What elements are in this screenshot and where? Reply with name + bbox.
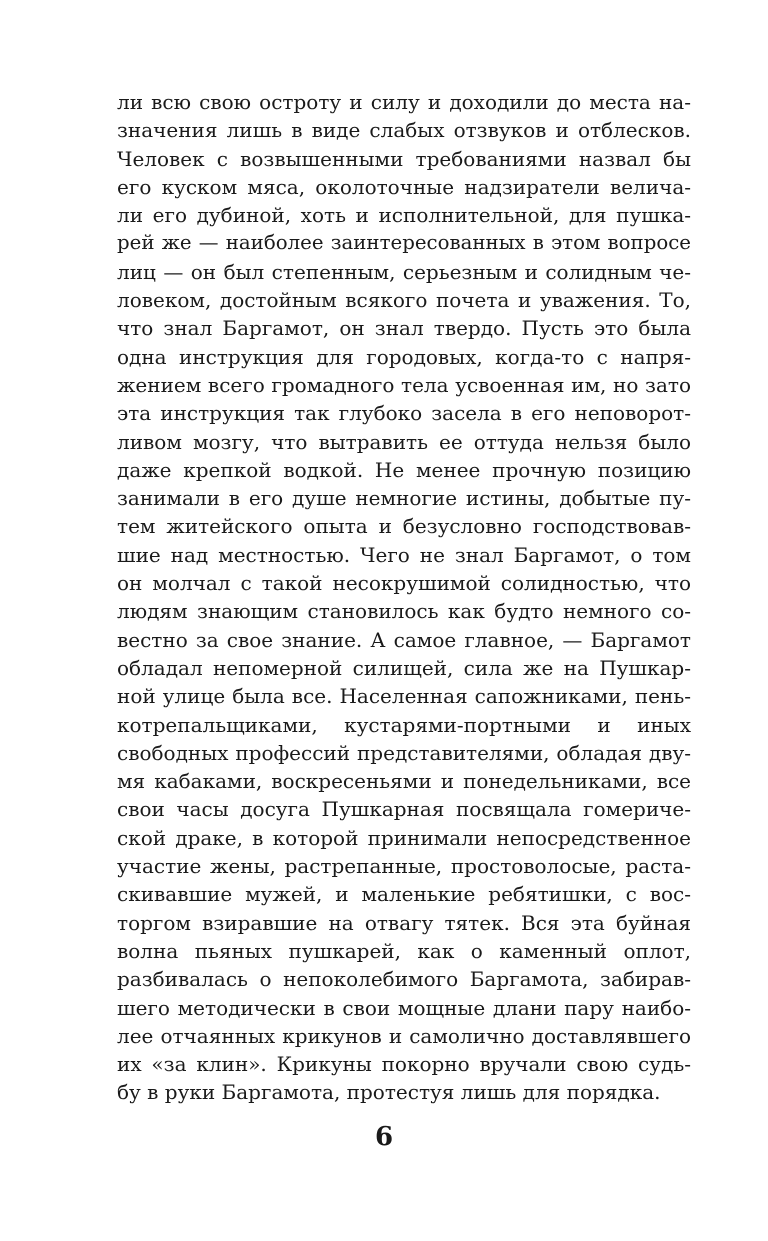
text-line: ной улице была все. Населенная сапожниками, пень-: [117, 684, 691, 709]
text-line: ливом мозгу, что вытравить ее оттуда нельзя было: [117, 429, 691, 454]
text-line: бу в руки Баргамота, протестуя лишь для порядка.: [117, 1080, 661, 1105]
text-line: ской драке, в которой принимали непосредственное: [117, 825, 691, 850]
text-line: мя кабаками, воскресеньями и понедельниками, все: [117, 769, 691, 794]
text-line: Человек с возвышенными требованиями назвал бы: [117, 146, 691, 171]
text-line: даже крепкой водкой. Не менее прочную позицию: [117, 457, 691, 482]
body-text: [117, 88, 691, 1107]
text-line: обладал непомерной силищей, сила же на Пушкар-: [117, 655, 691, 680]
text-line: торгом взиравшие на отвагу тятек. Вся эта буйная: [117, 910, 691, 935]
text-line: их «за клин». Крикуны покорно вручали свою судь-: [117, 1052, 691, 1077]
text-line: он молчал с такой несокрушимой солидностью, что: [117, 571, 691, 596]
text-line: свои часы досуга Пушкарная посвящала гомериче-: [117, 797, 691, 822]
text-line: вестно за свое знание. А самое главное, — Баргамот: [117, 627, 691, 652]
text-line: котрепальщиками, кустарями-портными и иных: [117, 712, 691, 737]
text-line: людям знающим становилось как будто немного со-: [117, 599, 691, 624]
page-number: 6: [374, 1122, 394, 1152]
text-line: значения лишь в виде слабых отзвуков и отблесков.: [117, 118, 691, 143]
text-line: волна пьяных пушкарей, как о каменный оплот,: [117, 938, 691, 963]
text-line: лиц — он был степенным, серьезным и солидным че-: [117, 259, 691, 284]
text-line: одна инструкция для городовых, когда-то с напря-: [117, 344, 691, 369]
text-line: тем житейского опыта и безусловно господствовав-: [117, 514, 691, 539]
text-line: лее отчаянных крикунов и самолично доставлявшего: [117, 1023, 691, 1048]
text-line: жением всего громадного тела усвоенная им, но зато: [117, 372, 691, 397]
text-line: ли всю свою остроту и силу и доходили до места на-: [117, 90, 691, 114]
text-line: эта инструкция так глубоко засела в его неповорот-: [117, 401, 691, 426]
text-line: ловеком, достойным всякого почета и уважения. То,: [117, 288, 691, 313]
text-line: его куском мяса, околоточные надзиратели велича-: [117, 174, 691, 199]
text-line: шие над местностью. Чего не знал Баргамот, о том: [117, 542, 691, 567]
text-line: шего методически в свои мощные длани пару наибо-: [117, 995, 691, 1020]
text-line: разбивалась о непоколебимого Баргамота, забирав-: [117, 967, 691, 992]
text-line: свободных профессий представителями, обладая дву-: [117, 740, 691, 765]
text-line: участие жены, растрепанные, простоволосые, раста-: [117, 854, 691, 879]
text-line: рей же — наиболее заинтересованных в этом вопросе: [117, 231, 691, 255]
text-line: ли его дубиной, хоть и исполнительной, для пушка-: [117, 203, 691, 228]
text-line: скивавшие мужей, и маленькие ребятишки, с вос-: [117, 882, 691, 907]
text-line: занимали в его душе немногие истины, добытые пу-: [117, 486, 691, 511]
text-line: что знал Баргамот, он знал твердо. Пусть это была: [117, 316, 691, 341]
